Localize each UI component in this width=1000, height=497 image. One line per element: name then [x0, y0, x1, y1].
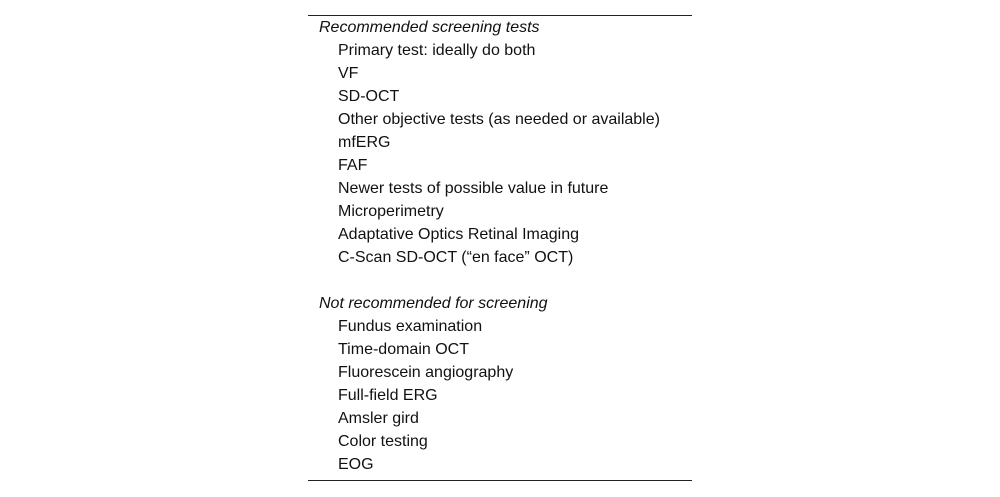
list-item: Fundus examination — [338, 318, 483, 335]
list-item: Time-domain OCT — [338, 341, 469, 358]
list-item: Newer tests of possible value in future — [338, 180, 609, 197]
list-item: Color testing — [338, 433, 428, 450]
list-item: Adaptative Optics Retinal Imaging — [338, 226, 580, 243]
list-item: Fluorescein angiography — [338, 364, 514, 381]
section-heading-not-recommended: Not recommended for screening — [319, 295, 548, 312]
list-item: EOG — [338, 456, 374, 473]
list-item: C-Scan SD-OCT (“en face” OCT) — [338, 249, 574, 266]
list-item: VF — [338, 65, 359, 82]
list-item: SD-OCT — [338, 88, 400, 105]
list-item: Microperimetry — [338, 203, 444, 220]
screening-tests-table — [308, 15, 692, 481]
list-item: Amsler gird — [338, 410, 419, 427]
list-item: Full-field ERG — [338, 387, 438, 404]
section-heading-recommended: Recommended screening tests — [319, 19, 540, 36]
list-item: Other objective tests (as needed or available) — [338, 111, 660, 128]
list-item: FAF — [338, 157, 368, 174]
list-item: mfERG — [338, 134, 391, 151]
list-item: Primary test: ideally do both — [338, 42, 536, 59]
